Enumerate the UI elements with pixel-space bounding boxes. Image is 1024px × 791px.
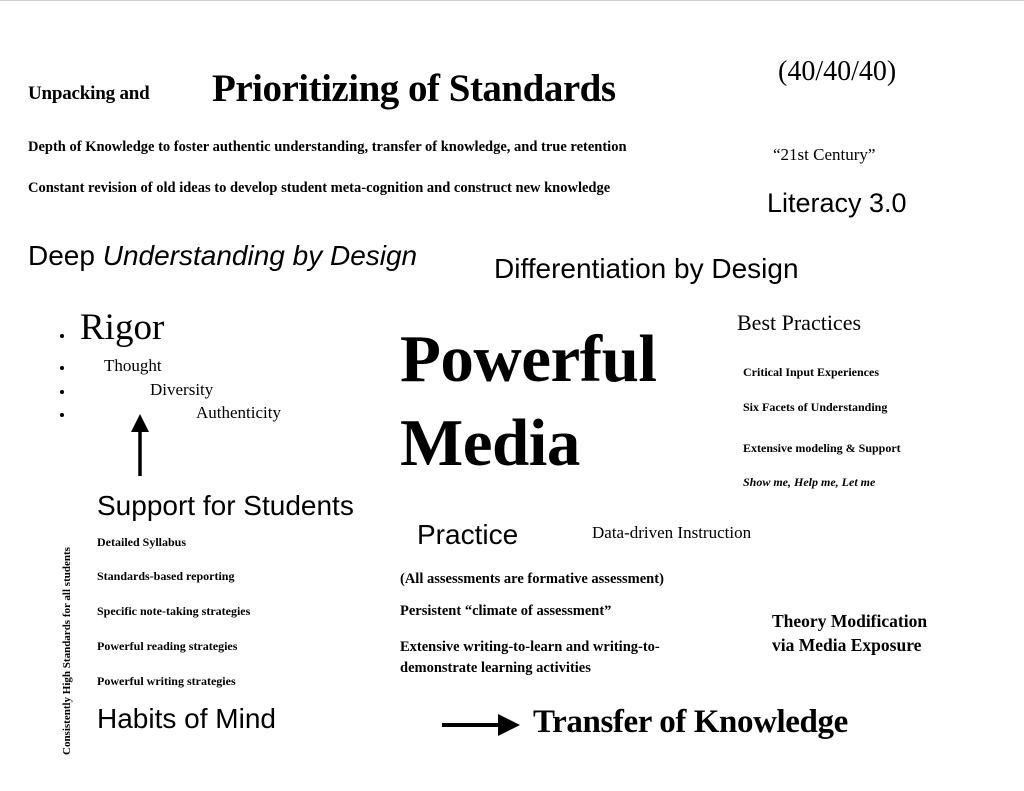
theory-line: Theory Modification	[772, 611, 928, 631]
best-practice-item: Critical Input Experiences	[743, 365, 879, 379]
theory-line: via Media Exposure	[772, 635, 922, 655]
practice-item: Persistent “climate of assessment”	[400, 603, 612, 619]
powerful-heading: Powerful	[400, 322, 657, 396]
page-title: Prioritizing of Standards	[212, 67, 616, 110]
support-item: Standards-based reporting	[97, 569, 235, 583]
deep-prefix: Deep	[28, 240, 95, 271]
bullet-dot-diversity	[60, 390, 64, 394]
bullet-dot-thought	[60, 366, 64, 370]
rigor-item-diversity: Diversity	[150, 380, 214, 399]
ratio-label: (40/40/40)	[778, 56, 897, 87]
literacy-heading: Literacy 3.0	[767, 188, 907, 218]
media-heading: Media	[400, 406, 580, 480]
best-practice-item: Six Facets of Understanding	[743, 400, 888, 414]
rigor-item-thought: Thought	[104, 356, 162, 375]
practice-item: (All assessments are formative assessment)	[400, 571, 664, 587]
practice-heading: Practice	[417, 519, 519, 550]
best-practice-item: Show me, Help me, Let me	[743, 475, 876, 489]
support-item: Powerful writing strategies	[97, 674, 236, 688]
support-item: Detailed Syllabus	[97, 535, 187, 549]
practice-item: Extensive writing-to-learn and writing-to-	[400, 639, 660, 655]
best-practice-item: Extensive modeling & Support	[743, 441, 901, 455]
up-arrow-icon	[128, 414, 152, 478]
support-heading: Support for Students	[97, 490, 354, 521]
habits-heading: Habits of Mind	[97, 703, 276, 734]
bullet-dot-authenticity	[60, 413, 64, 417]
bullet-dot-rigor	[60, 334, 64, 338]
best-practices-heading: Best Practices	[737, 310, 862, 335]
practice-item: demonstrate learning activities	[400, 660, 591, 676]
century-quote: “21st Century”	[773, 145, 876, 164]
right-arrow-icon	[442, 712, 520, 738]
side-label: Consistently High Standards for all students	[61, 547, 73, 755]
intro-line-revision: Constant revision of old ideas to develop student meta-cognition and construct new knowledge	[28, 180, 611, 196]
title-prefix: Unpacking and	[28, 83, 150, 104]
deep-understanding-heading	[28, 242, 417, 270]
rigor-heading: Rigor	[80, 307, 165, 348]
support-item: Powerful reading strategies	[97, 639, 238, 653]
data-driven-label: Data-driven Instruction	[592, 523, 752, 542]
top-border	[0, 0, 1024, 1]
support-item: Specific note-taking strategies	[97, 604, 251, 618]
intro-line-depth: Depth of Knowledge to foster authentic understanding, transfer of knowledge, and true retention	[28, 139, 627, 155]
differentiation-heading: Differentiation by Design	[494, 253, 799, 284]
transfer-heading: Transfer of Knowledge	[533, 704, 848, 740]
deep-italic: Understanding by Design	[102, 240, 418, 271]
rigor-item-authenticity: Authenticity	[196, 403, 281, 422]
